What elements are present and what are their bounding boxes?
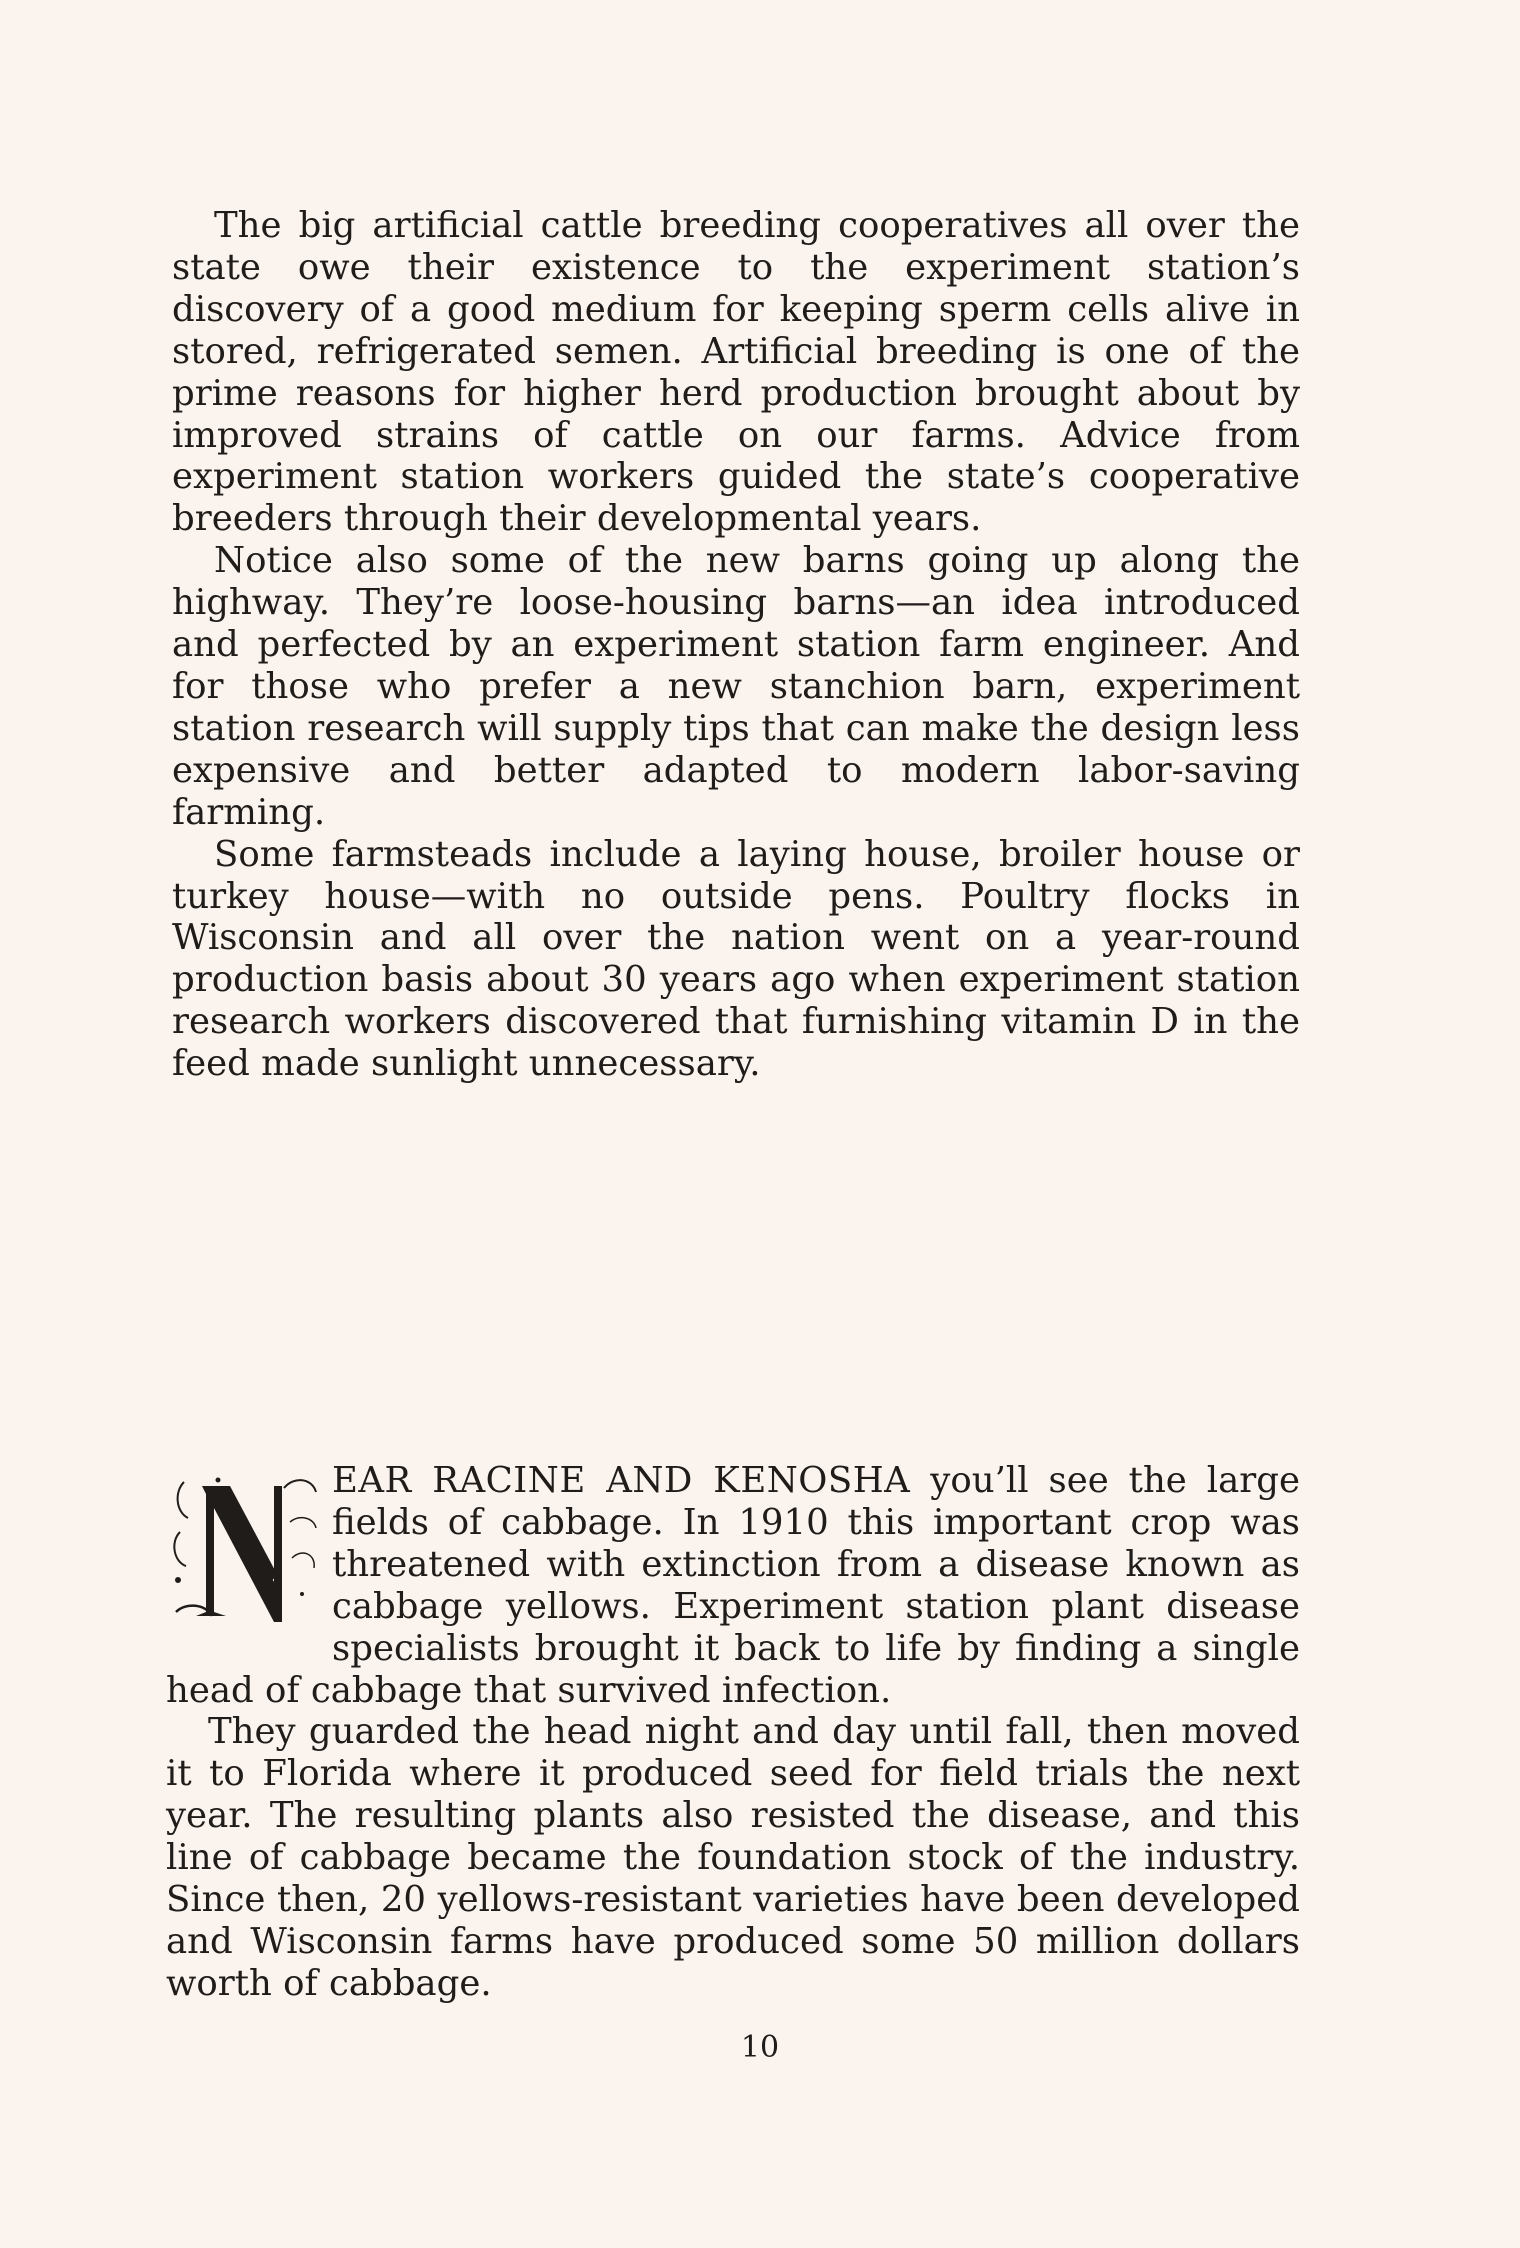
- dropcap-ornament-icon: [166, 1462, 322, 1632]
- paragraph-cabbage-intro-text: you’ll see the large fields of cabbage. In 1910 this important crop was threatened with extinction from a disease known as cabbage yellows. Experiment station plant disease specialists brought it back to life by finding a single head of cabbage that survived infection.: [166, 1460, 1300, 1711]
- paragraph-cabbage-florida: They guarded the head night and day until fall, then moved it to Florida where it produced seed for field trials the next year. The resulting plants also resisted the disease, and this line of cabbage became the foundation stock of the industry. Since then, 20 yellows-resistant varieties have been developed and Wisconsin farms have produced some 50 million dollars worth of cabbage.: [166, 1711, 1300, 2004]
- decorative-dropcap: [166, 1462, 322, 1632]
- page-number: 10: [740, 2030, 780, 2065]
- paragraph-artificial-breeding: The big artificial cattle breeding cooperatives all over the state owe their existence to the experiment station’s discovery of a good medium for keeping sperm cells alive in stored, refrigerated semen. Artificial breeding is one of the prime reasons for higher herd production brought about by improved strains of cattle on our farms. Advice from experiment station workers guided the state’s cooperative breeders through their developmental years.: [172, 205, 1300, 540]
- cabbage-section: [166, 1460, 1300, 2005]
- top-section: [172, 205, 1300, 1085]
- paragraph-poultry: Some farmsteads include a laying house, broiler house or turkey house—with no outside pens. Poultry flocks in Wisconsin and all over the nation went on a year-round production basis about 30 years ago when experiment station research workers discovered that furnishing vitamin D in the feed made sunlight unnecessary.: [172, 833, 1300, 1085]
- lead-in-text: EAR RACINE AND KENOSHA: [332, 1460, 911, 1501]
- paragraph-cabbage-intro: [166, 1460, 1300, 1711]
- paragraph-barns: Notice also some of the new barns going up along the highway. They’re loose-housing barns—an idea introduced and perfected by an experiment station farm engineer. And for those who prefer a new stanchion barn, experiment station research will supply tips that can make the design less expensive and better adapted to modern labor-saving farming.: [172, 540, 1300, 833]
- dropcap-paragraph-wrapper: [166, 1460, 1300, 1711]
